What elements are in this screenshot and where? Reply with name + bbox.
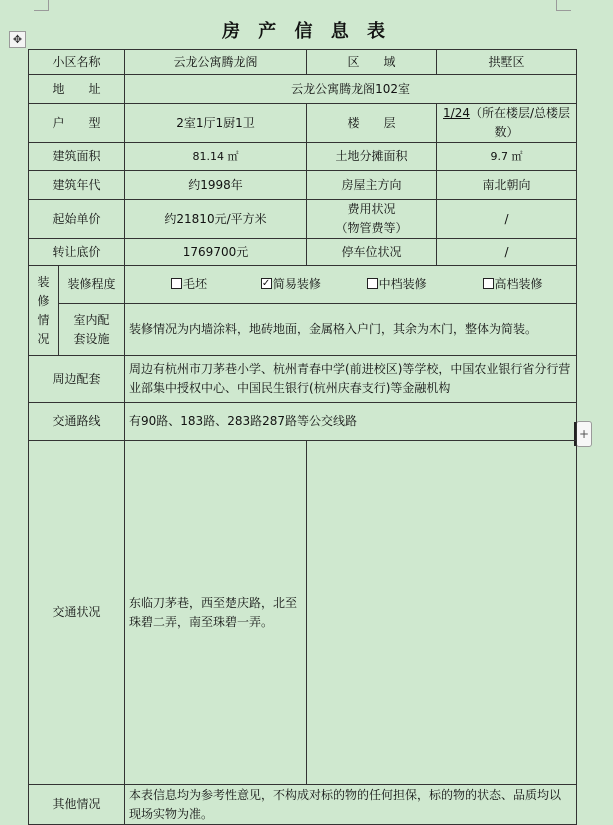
decoration-group-label: 装修情况 bbox=[29, 266, 59, 356]
orientation-value: 南北朝向 bbox=[437, 171, 577, 200]
decoration-options bbox=[125, 266, 577, 304]
district-label: 区 域 bbox=[307, 50, 437, 75]
facilities-value: 装修情况为内墙涂料，地砖地面，金属格入户门，其余为木门，整体为简装。 bbox=[125, 304, 577, 356]
table-row bbox=[29, 104, 577, 143]
page-corner-mark-left bbox=[34, 0, 49, 11]
community-label: 小区名称 bbox=[29, 50, 125, 75]
parking-value: / bbox=[437, 239, 577, 266]
transit-value: 有90路、183路、283路287路等公交线路 bbox=[125, 403, 577, 441]
district-value: 拱墅区 bbox=[437, 50, 577, 75]
table-row bbox=[29, 171, 577, 200]
surroundings-value: 周边有杭州市刀茅巷小学、杭州青春中学(前进校区)等学校，中国农业银行省分行营业部集中授权中心、中国民生银行(杭州庆春支行)等金融机构 bbox=[125, 356, 577, 403]
table-row bbox=[29, 356, 577, 403]
option-simple[interactable]: ✓ 简易装修 bbox=[261, 275, 363, 294]
table-row bbox=[29, 200, 577, 239]
checkbox-icon[interactable] bbox=[483, 278, 494, 289]
checkbox-icon[interactable] bbox=[171, 278, 182, 289]
property-info-table bbox=[28, 49, 577, 825]
table-row bbox=[29, 304, 577, 356]
option-rough[interactable]: 毛坯 bbox=[129, 275, 257, 294]
area-value: 81.14 ㎡ bbox=[125, 143, 307, 171]
floor-note: （所在楼层/总楼层数） bbox=[469, 106, 571, 139]
orientation-label: 房屋主方向 bbox=[307, 171, 437, 200]
table-row bbox=[29, 441, 577, 785]
option-medium[interactable]: 中档装修 bbox=[367, 275, 479, 294]
table-row bbox=[29, 75, 577, 104]
traffic-value: 东临刀茅巷，西至楚庆路，北至珠碧二弄，南至珠碧一弄。 bbox=[125, 441, 307, 785]
layout-value: 2室1厅1厨1卫 bbox=[125, 104, 307, 143]
floor-value bbox=[437, 104, 577, 143]
reserve-price-label: 转让底价 bbox=[29, 239, 125, 266]
checkbox-icon[interactable] bbox=[367, 278, 378, 289]
traffic-blank-cell bbox=[307, 441, 577, 785]
other-label: 其他情况 bbox=[29, 785, 125, 825]
layout-label: 户 型 bbox=[29, 104, 125, 143]
table-row bbox=[29, 239, 577, 266]
year-label: 建筑年代 bbox=[29, 171, 125, 200]
table-row bbox=[29, 50, 577, 75]
add-column-icon[interactable]: + bbox=[576, 421, 592, 447]
reserve-price-value: 1769700元 bbox=[125, 239, 307, 266]
address-value: 云龙公寓腾龙阁102室 bbox=[125, 75, 577, 104]
option-premium[interactable]: 高档装修 bbox=[483, 275, 543, 294]
area-label: 建筑面积 bbox=[29, 143, 125, 171]
year-value: 约1998年 bbox=[125, 171, 307, 200]
surroundings-label: 周边配套 bbox=[29, 356, 125, 403]
page-corner-mark-right bbox=[556, 0, 571, 11]
land-area-value: 9.7 ㎡ bbox=[437, 143, 577, 171]
facilities-label: 室内配套设施 bbox=[59, 304, 125, 356]
unit-price-label: 起始单价 bbox=[29, 200, 125, 239]
floor-label: 楼 层 bbox=[307, 104, 437, 143]
traffic-label: 交通状况 bbox=[29, 441, 125, 785]
other-value: 本表信息均为参考性意见，不构成对标的物的任何担保，标的物的状态、品质均以现场实物为准。 bbox=[125, 785, 577, 825]
floor-fraction: 1/24 bbox=[443, 106, 470, 120]
document-title: 房 产 信 息 表 bbox=[221, 21, 392, 42]
land-area-label: 土地分摊面积 bbox=[307, 143, 437, 171]
table-row bbox=[29, 403, 577, 441]
fee-value: / bbox=[437, 200, 577, 239]
checkbox-checked-icon[interactable] bbox=[261, 278, 272, 289]
transit-label: 交通路线 bbox=[29, 403, 125, 441]
community-value: 云龙公寓腾龙阁 bbox=[125, 50, 307, 75]
table-row bbox=[29, 143, 577, 171]
address-label: 地 址 bbox=[29, 75, 125, 104]
table-row bbox=[29, 266, 577, 304]
decoration-degree-label: 装修程度 bbox=[59, 266, 125, 304]
parking-label: 停车位状况 bbox=[307, 239, 437, 266]
fee-label: 费用状况 （物管费等） bbox=[307, 200, 437, 239]
table-move-handle-icon[interactable]: ✥ bbox=[9, 31, 26, 48]
unit-price-value: 约21810元/平方米 bbox=[125, 200, 307, 239]
